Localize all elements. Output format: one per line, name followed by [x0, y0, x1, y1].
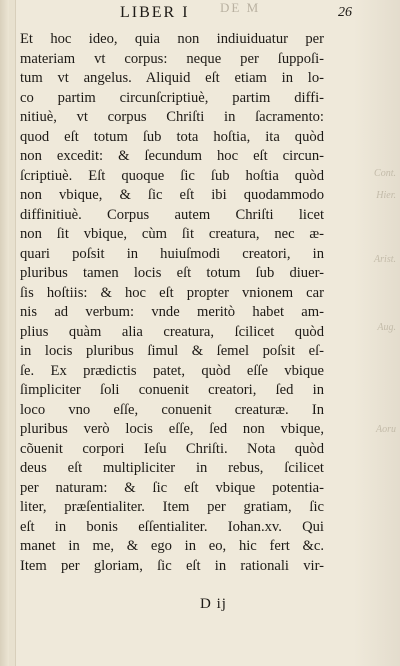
text-line: liter, præſentialiter. Item per gratiam, ſic	[20, 499, 324, 515]
text-line: ſis hoſtiis: & hoc eſt propter vnionem car	[20, 284, 324, 301]
text-line: nitiuè, vt corpus Chriſti in ſacramento:	[20, 109, 324, 125]
text-line: non vbique, & ſic eſt ibi quodammodo	[20, 187, 324, 203]
text-line: ſcriptiuè. Eſt quoque ſic ſub hoſtia quòd	[20, 167, 324, 184]
body-text	[20, 30, 324, 576]
text-line: ſimpliciter ſoli conuenit creatori, ſed in	[20, 382, 324, 398]
text-line: ſe. Ex prædictis patet, quòd eſſe vbique	[20, 362, 324, 379]
page-gutter-shadow	[0, 0, 9, 666]
facing-margin-word: Hier.	[376, 190, 396, 201]
text-line: Item per gloriam, ſic eſt in rationali vir-	[20, 557, 324, 574]
text-line: non ſit vbique, cùm ſit creatura, nec æ-	[20, 226, 324, 242]
text-line: plius quàm alia creatura, ſcilicet quòd	[20, 323, 324, 340]
text-line: pluribus tamen locis eſt totum ſub diuer-	[20, 265, 324, 281]
text-line: per naturam: & ſic eſt vbique potentia-	[20, 479, 324, 496]
text-line: nis ad verbum: vnde meritò habet am-	[20, 304, 324, 320]
facing-margin-word: Arist.	[374, 254, 396, 265]
text-line: co partim circunſcriptiuè, partim diffi-	[20, 89, 324, 106]
text-line: Et hoc ideo, quia non indiuiduatur per	[20, 31, 324, 47]
text-line: tum vt angelus. Aliquid eſt etiam in lo-	[20, 70, 324, 86]
text-line: in locis pluribus ſimul & ſemel poſsit eſ-	[20, 343, 324, 359]
page-header	[92, 4, 352, 24]
page-edge-strip	[9, 0, 16, 666]
text-line: loco vno eſſe, conuenit creaturæ. In	[20, 401, 324, 418]
facing-margin-word: Aug.	[377, 322, 396, 333]
text-line: non excedit: & ſecundum hoc eſt circun-	[20, 148, 324, 164]
facing-margin-word: Cont.	[374, 168, 396, 179]
signature-mark: D ij	[200, 596, 227, 612]
text-line: eſt in bonis eſſentialiter. Iohan.xv. Qui	[20, 518, 324, 535]
text-line: cõuenit corpori Ieſu Chriſti. Nota quòd	[20, 440, 324, 457]
text-line: pluribus verò locis eſſe, ſed non vbique,	[20, 421, 324, 437]
facing-page-edge	[354, 0, 400, 666]
page-number: 26	[338, 5, 352, 20]
show-through-text: DE M	[220, 0, 261, 14]
running-head: LIBER I	[120, 4, 190, 21]
text-line: diffinitiuè. Corpus autem Chriſti licet	[20, 206, 324, 223]
text-line: deus eſt multipliciter in rebus, ſcilicet	[20, 460, 324, 476]
text-line: quod eſt totum ſub tota hoſtia, ita quòd	[20, 128, 324, 145]
facing-margin-word: Aoru	[376, 424, 396, 435]
text-line: materiam vt corpus: neque per ſuppoſi-	[20, 50, 324, 67]
text-line: manet in me, & ego in eo, hic fert &c.	[20, 538, 324, 554]
text-line: quari poſsit in huiuſmodi creatori, in	[20, 245, 324, 262]
